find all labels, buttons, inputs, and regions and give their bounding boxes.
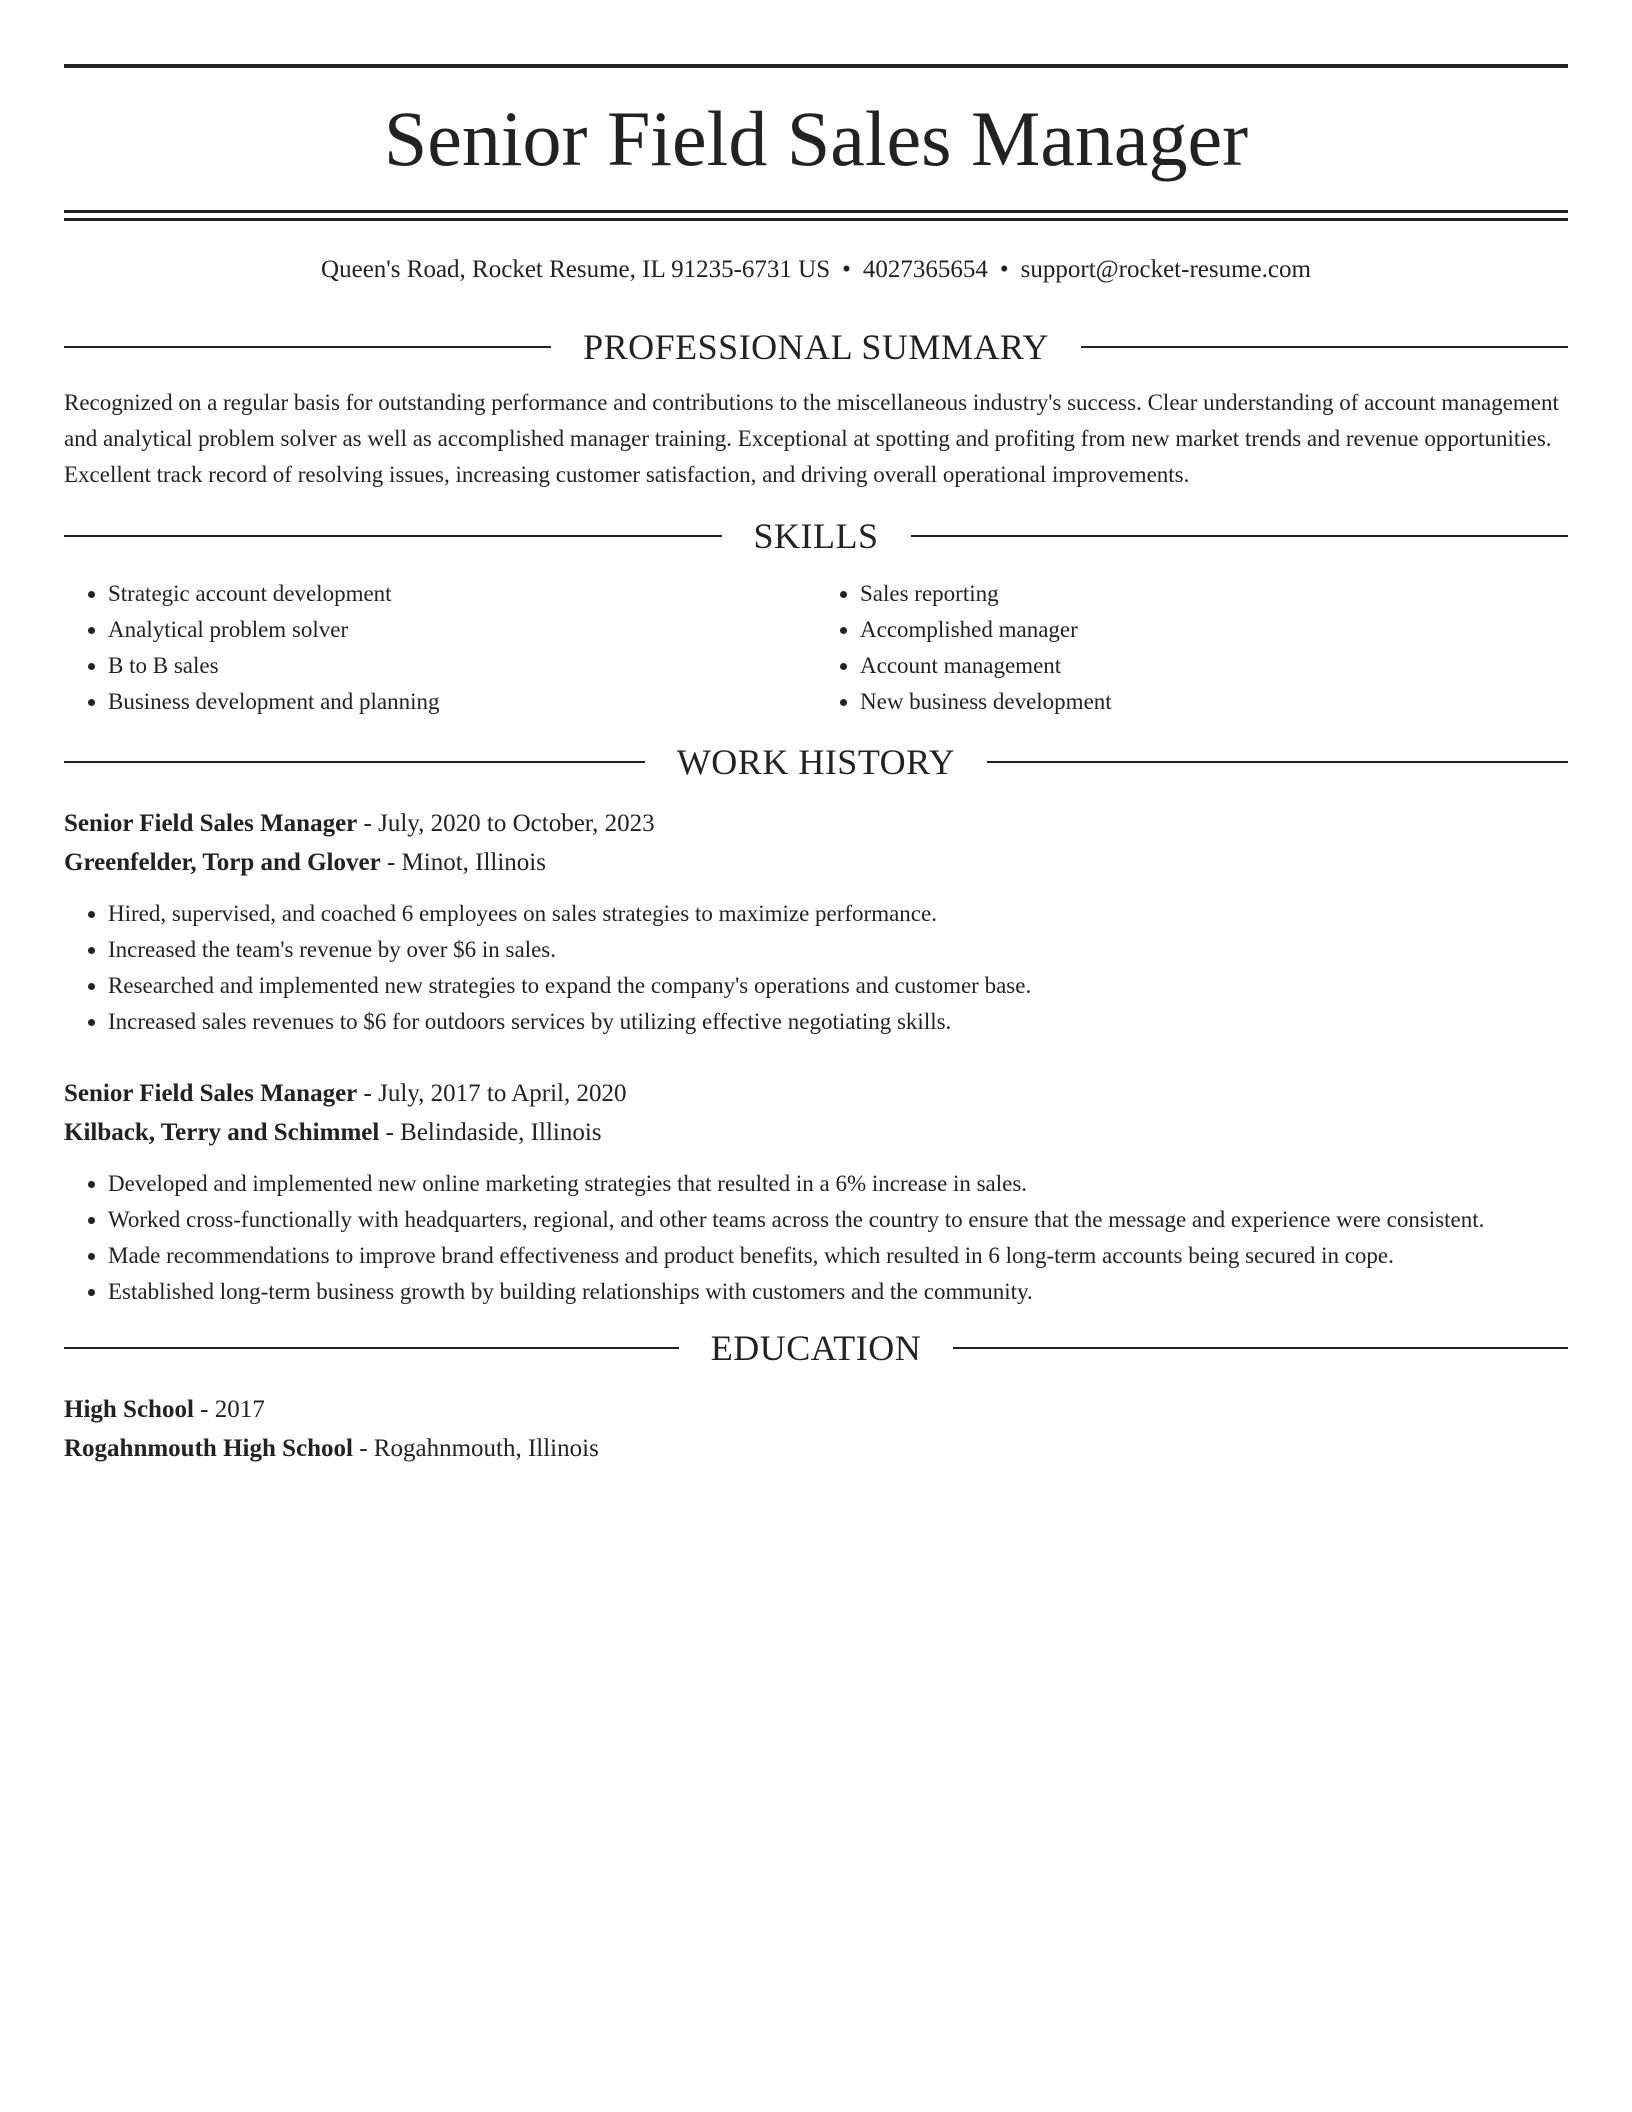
job-bullets (64, 1166, 1568, 1310)
job-title: Senior Field Sales Manager (64, 810, 358, 837)
skill-item: • Account management (860, 648, 1568, 684)
heading-rule-right (1081, 346, 1568, 348)
work-section-heading (64, 742, 1568, 782)
skill-item: • Business development and planning (108, 684, 816, 720)
job-bullet: • Worked cross-functionally with headquarters, regional, and other teams across the country to ensure that the message and experience were consistent. (108, 1202, 1568, 1238)
job-company: Greenfelder, Torp and Glover (64, 849, 381, 876)
job-location: - Minot, Illinois (380, 849, 546, 876)
job-bullet: • Established long-term business growth by building relationships with customers and the community. (108, 1274, 1568, 1310)
skills-heading-label: SKILLS (753, 516, 879, 556)
summary-heading-label: PROFESSIONAL SUMMARY (583, 327, 1049, 367)
job-company: Kilback, Terry and Schimmel (64, 1119, 380, 1146)
education-school-line (64, 1429, 1568, 1468)
heading-rule-left (64, 535, 722, 537)
job-bullets (64, 896, 1568, 1040)
skill-item: • Strategic account development (108, 576, 816, 612)
resume-page (64, 64, 1568, 1468)
heading-rule-right (911, 535, 1569, 537)
education-degree: High School (64, 1396, 194, 1423)
heading-rule-left (64, 1347, 679, 1349)
job-bullet: • Researched and implemented new strategies to expand the company's operations and customer base. (108, 968, 1568, 1004)
job-dates: - July, 2017 to April, 2020 (357, 1080, 627, 1107)
education-school: Rogahnmouth High School (64, 1435, 353, 1462)
job-bullet: • Hired, supervised, and coached 6 employees on sales strategies to maximize performance. (108, 896, 1568, 932)
work-heading-label: WORK HISTORY (676, 742, 956, 782)
job-location: - Belindaside, Illinois (379, 1119, 602, 1146)
contact-email: support@rocket-resume.com (1020, 256, 1311, 283)
skill-item: • Sales reporting (860, 576, 1568, 612)
job-dates: - July, 2020 to October, 2023 (357, 810, 655, 837)
job-bullet: • Increased the team's revenue by over $6 in sales. (108, 932, 1568, 968)
contact-phone: 4027365654 (862, 256, 988, 283)
summary-section-heading (64, 327, 1568, 367)
title-double-rule (64, 210, 1568, 221)
job-title: Senior Field Sales Manager (64, 1080, 358, 1107)
job-title-line (64, 804, 1568, 843)
skill-item: • New business development (860, 684, 1568, 720)
contact-separator: • (999, 256, 1009, 283)
education-year: - 2017 (193, 1396, 265, 1423)
job-bullet: • Developed and implemented new online marketing strategies that resulted in a 6% increase in sales. (108, 1166, 1568, 1202)
skills-column-left (64, 576, 816, 720)
skills-list (64, 576, 1568, 720)
education-heading-label: EDUCATION (710, 1328, 922, 1368)
education-entry (64, 1390, 1568, 1468)
heading-rule-right (953, 1347, 1568, 1349)
job-company-line (64, 843, 1568, 882)
skills-section-heading (64, 516, 1568, 556)
skills-column-right (816, 576, 1568, 720)
resume-title: Senior Field Sales Manager (383, 95, 1249, 182)
heading-rule-left (64, 761, 645, 763)
skill-item: • Analytical problem solver (108, 612, 816, 648)
education-degree-line (64, 1390, 1568, 1429)
contact-separator: • (842, 256, 851, 283)
job-bullet: • Increased sales revenues to $6 for outdoors services by utilizing effective negotiating skills. (108, 1004, 1568, 1040)
education-location: - Rogahnmouth, Illinois (352, 1435, 599, 1462)
job-entry (64, 1074, 1568, 1310)
skill-item: • Accomplished manager (860, 612, 1568, 648)
skill-item: • B to B sales (108, 648, 816, 684)
summary-text: Recognized on a regular basis for outstanding performance and contributions to the miscellaneous industry's success. Clear understanding of account management and analytical problem solver as well as accomplished manager training. Exceptional at spotting and profiting from new market trends and revenue opportunities. Excellent track record of resolving issues, increasing customer satisfaction, and driving overall operational improvements. (64, 390, 1559, 487)
job-entry (64, 804, 1568, 1040)
education-section-heading (64, 1328, 1568, 1368)
job-company-line (64, 1113, 1568, 1152)
contact-address: Queen's Road, Rocket Resume, IL 91235-6731 US (321, 256, 831, 283)
contact-line (64, 255, 1568, 285)
job-bullet: • Made recommendations to improve brand effectiveness and product benefits, which resulted in 6 long-term accounts being secured in cope. (108, 1238, 1568, 1274)
heading-rule-right (987, 761, 1568, 763)
job-title-line (64, 1074, 1568, 1113)
heading-rule-left (64, 346, 551, 348)
